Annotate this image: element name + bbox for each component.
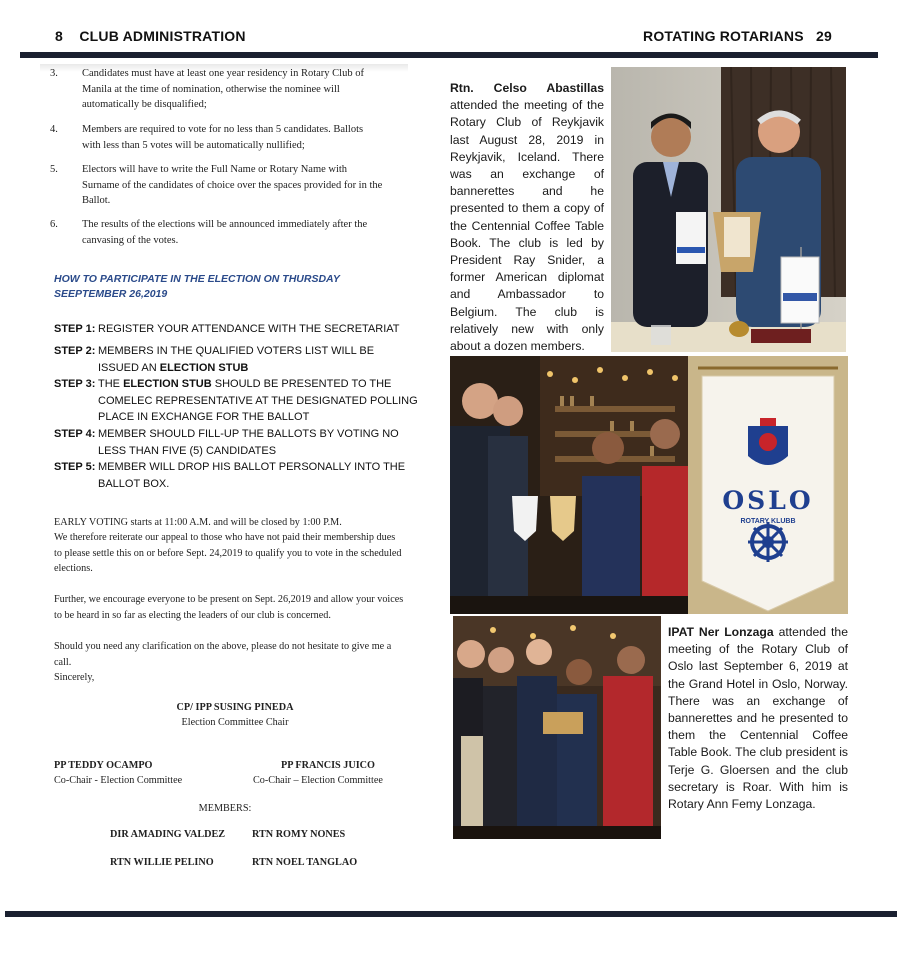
section-title-right: ROTATING ROTARIANS — [643, 28, 804, 44]
oslo-banner-photo — [688, 356, 848, 614]
banner-city-text: OSLO — [722, 486, 814, 515]
cochair-title: Co-Chair - Election Committee — [54, 775, 183, 786]
page-number-right: 29 — [816, 28, 832, 44]
reykjavik-photo — [611, 67, 846, 352]
banner-club-text: ROTARY KLUBB — [740, 518, 796, 525]
footer-rule — [5, 911, 897, 917]
members-heading: MEMBERS: — [198, 803, 252, 814]
early-voting-text: EARLY VOTING starts at 11:00 A.M. and will be closed by 1:00 P.M. — [54, 517, 342, 528]
signatory-block — [130, 700, 340, 730]
oslo-member-name: IPAT Ner Lonzaga — [668, 625, 774, 639]
oslo-bar-photo — [450, 356, 688, 614]
cochair-name: PP FRANCIS JUICO — [281, 760, 375, 771]
section-title-left: CLUB ADMINISTRATION — [79, 28, 246, 44]
cochair-title: Co-Chair – Election Committee — [253, 775, 383, 786]
member-name: RTN WILLIE PELINO — [110, 857, 214, 868]
header-rule — [20, 52, 878, 58]
page-header-right — [643, 28, 832, 44]
closing-text: Sincerely, — [54, 672, 95, 683]
cochair-name: PP TEDDY OCAMPO — [54, 760, 153, 771]
cochair-block — [253, 758, 383, 788]
member-name: RTN NOEL TANGLAO — [252, 857, 358, 868]
page-number-left: 8 — [55, 28, 63, 44]
reiterate-text: We therefore reiterate our appeal to those who have not paid their membership dues to please settle this on or before Sept. 24,2019 to qualify you to vote in the scheduled elections. — [54, 532, 402, 574]
oslo-caption: IPAT Ner Lonzaga attended the meeting of the Rotary Club of Oslo last September 6, 2019 at the Grand Hotel in Oslo, Norway. There was an exchange of bannerettes and he presented to them the Centennial Coffee Table Book. The club president is Terje G. Gloersen and the club secretary is Roar. With him is Rotary Ann Femy Lonzaga. — [668, 625, 848, 812]
clarification-text: Should you need any clarification on the above, please do not hesitate to give me a call. — [54, 641, 392, 668]
encourage-text: Further, we encourage everyone to be present on Sept. 26,2019 and allow your voices to be heard in so far as electing the leaders of our club is concerned. — [54, 594, 404, 621]
oslo-group-photo — [453, 616, 661, 839]
election-howto-heading: HOW TO PARTICIPATE IN THE ELECTION ON THURSDAY SEEPTEMBER 26,2019 — [54, 273, 340, 300]
reykjavik-member-name: Rtn. Celso Abastillas — [450, 81, 604, 95]
signatory-title: Election Committee Chair — [181, 717, 289, 728]
reykjavik-caption: Rtn. Celso Abastillas attended the meeting of the Rotary Club of Reykjavik last August 28, 2019 in Reykjavik, Iceland. There was an exchange of bannerettes and he presented to them a copy of the Centennial Coffee Table Book. The club is led by President Ray Snider, a former American diplomat and Ambassador to Belgium. The club is relatively new with only about a dozen members. — [450, 81, 604, 354]
cochair-block — [54, 758, 182, 788]
page-header-left — [55, 28, 246, 44]
member-name: DIR AMADING VALDEZ — [110, 829, 226, 840]
signatory-name: CP/ IPP SUSING PINEDA — [176, 702, 294, 713]
member-name: RTN ROMY NONES — [252, 829, 346, 840]
